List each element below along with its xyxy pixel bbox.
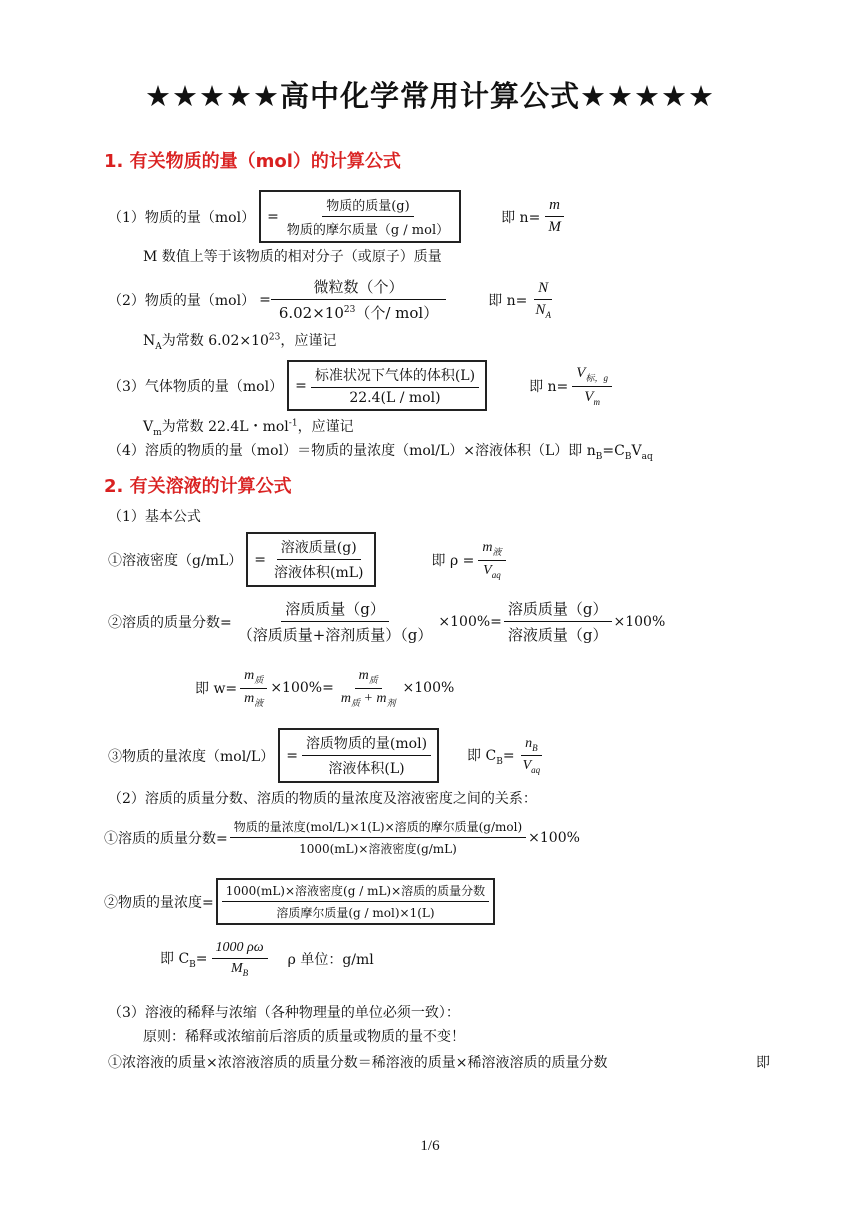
- equals-sign: =: [286, 747, 298, 764]
- formula-3-label: （3）气体物质的量（mol）: [108, 378, 284, 395]
- short-numerator: [355, 668, 382, 689]
- subheading-relations: （2）溶质的质量分数、溶质的物质的量浓度及溶液密度之间的关系：: [108, 791, 537, 807]
- mass-fraction-fraction-1: [234, 598, 437, 645]
- note-text: 为常数 22.4L・mol: [161, 419, 289, 435]
- short-denominator: M: [548, 219, 561, 235]
- subheading-basic: （1）基本公式: [108, 509, 201, 525]
- fraction-numerator: 溶质质量（g）: [504, 598, 612, 622]
- short-fraction-2: [337, 668, 400, 709]
- formula-2-numerator: 微粒数（个）: [271, 276, 446, 300]
- den-base: N: [535, 301, 546, 318]
- dilution-principle: 原则：稀释或浓缩前后溶质的质量或物质的量不变！: [143, 1029, 465, 1045]
- mass-fraction-fraction-2: [504, 598, 612, 645]
- den-sub: A: [545, 309, 551, 320]
- den-base: m: [244, 690, 255, 706]
- short-denominator: [240, 689, 267, 709]
- density-formula: [108, 532, 506, 587]
- short-numerator: N: [534, 280, 552, 300]
- times-100-percent: ×100%: [402, 680, 455, 697]
- relation-formula-1: [104, 818, 580, 857]
- note-text: V: [143, 419, 154, 435]
- label-text: =: [502, 747, 515, 764]
- molarity-label: ③物质的量浓度（mol/L）: [108, 748, 275, 765]
- den-sub: 质: [350, 697, 360, 708]
- formula-1-numerator: 物质的质量(g): [322, 195, 413, 217]
- formula-3-box: [287, 360, 487, 411]
- note-sup: -1: [288, 418, 298, 429]
- label-text: =: [195, 951, 208, 967]
- num-base: m: [482, 539, 493, 555]
- formula-3-denominator: 22.4(L / mol): [349, 390, 441, 406]
- formula-4-text: （4）溶质的物质的量（mol）＝物质的量浓度（mol/L）×溶液体积（L）即 n: [108, 443, 596, 459]
- relation-2-box: [216, 878, 495, 925]
- molarity-formula: [108, 728, 544, 783]
- den-base: 6.02×10: [278, 304, 344, 322]
- formula-2-label: （2）物质的量（mol）: [108, 292, 256, 309]
- fraction-numerator: 物质的量浓度(mol/L)×1(L)×溶质的摩尔质量(g/mol): [230, 818, 526, 838]
- formula-1-short-fraction: [544, 197, 565, 236]
- formula-1-label: （1）物质的量（mol）: [108, 209, 256, 226]
- section2-heading: 2. 有关溶液的计算公式: [104, 476, 292, 497]
- note-text: 为常数 6.02×10: [161, 333, 269, 349]
- label-text: 即 C: [160, 951, 190, 967]
- den-sub: B: [242, 967, 249, 978]
- formula-2-denominator: [275, 300, 442, 323]
- note-2: [143, 330, 336, 352]
- formula-4-sub: B: [624, 451, 632, 462]
- fraction-numerator: 1000(mL)×溶液密度(g / mL)×溶质的质量分数: [222, 882, 489, 902]
- times-100-percent: ×100%: [528, 829, 580, 846]
- den-base: V: [584, 388, 594, 405]
- equals-sign: =: [267, 208, 279, 225]
- times-100-percent: ×100%: [613, 613, 666, 630]
- num-base: m: [358, 668, 369, 683]
- mass-fraction-label: ②溶质的质量分数=: [108, 614, 232, 631]
- den-sup: 23: [343, 305, 356, 315]
- relation-1-label: ①溶质的质量分数=: [104, 830, 228, 847]
- plus-sign: +: [359, 690, 377, 706]
- note-text: ，应谨记: [297, 419, 354, 435]
- density-box: [246, 532, 375, 587]
- page-title: ★★★★★高中化学常用计算公式★★★★★: [145, 79, 715, 113]
- formula-4: [108, 440, 653, 462]
- den-base: m: [340, 690, 351, 706]
- num-base: n: [525, 736, 533, 752]
- note-text: ，应谨记: [280, 333, 337, 349]
- note-1: M 数值上等于该物质的相对分子（或原子）质量: [143, 249, 442, 265]
- short-denominator: [580, 387, 604, 407]
- fraction-numerator: 溶质质量（g）: [281, 598, 389, 622]
- den-base: M: [231, 961, 243, 976]
- num-sub: 液: [492, 546, 502, 557]
- formula-2-short-fraction: [531, 280, 555, 320]
- molarity-numerator: 溶质物质的量(mol): [302, 733, 431, 756]
- equals-sign: =: [295, 377, 307, 394]
- fraction-denominator: 溶液质量（g）: [507, 626, 608, 644]
- density-short-fraction: [478, 540, 505, 580]
- note-sub: m: [153, 427, 162, 438]
- label-sub: B: [189, 959, 196, 970]
- num-base: m: [244, 668, 255, 683]
- formula-2-short-label: 即 n=: [488, 292, 528, 309]
- density-label: ①溶液密度（g/mL）: [108, 552, 243, 569]
- formula-1: [108, 190, 565, 243]
- molarity-fraction: [302, 733, 431, 778]
- formula-4-sub: B: [595, 451, 603, 462]
- den-sub: aq: [531, 764, 541, 775]
- formula-4-text: =C: [602, 443, 625, 459]
- mass-fraction-formula: [108, 598, 665, 645]
- label-text: 即 C: [467, 747, 497, 764]
- molarity-short-label: [467, 745, 515, 767]
- short-numerator: [572, 365, 612, 387]
- formula-1-fraction: [283, 195, 453, 238]
- short-label: 即 w=: [195, 681, 238, 698]
- den-base: V: [522, 758, 532, 773]
- subheading-dilution: （3）溶液的稀释与浓缩（各种物理量的单位必须一致）：: [108, 1005, 460, 1021]
- short-denominator: [479, 561, 505, 580]
- num-base: V: [576, 364, 586, 381]
- density-denominator: 溶液体积(mL): [274, 565, 364, 581]
- formula-3-short-fraction: [572, 365, 612, 407]
- formula-4-text: V: [631, 443, 642, 459]
- relation-2-fraction: [222, 882, 489, 921]
- relation-1-fraction: [230, 818, 526, 857]
- dilution-rule-1-tail: 即: [756, 1055, 770, 1071]
- den-sub: 剂: [386, 697, 396, 708]
- times-100-percent: ×100%=: [438, 613, 502, 630]
- relation-formula-2-short: [160, 940, 374, 978]
- relation-2-label: ②物质的量浓度=: [104, 894, 214, 911]
- section1-heading: 1. 有关物质的量（mol）的计算公式: [104, 151, 401, 172]
- page-number: 1/6: [420, 1138, 440, 1154]
- density-unit-note: ρ 单位：g/ml: [287, 951, 374, 968]
- num-sub: 质: [254, 674, 264, 685]
- formula-4-sub: aq: [641, 451, 653, 462]
- formula-1-short-label: 即 n=: [501, 209, 541, 226]
- times-100-percent: ×100%=: [270, 680, 334, 697]
- fraction-denominator: （溶质质量+溶剂质量）（g）: [237, 626, 433, 644]
- short-numerator: [240, 668, 267, 689]
- den-sub: 液: [254, 697, 264, 708]
- molarity-short-fraction: [519, 736, 545, 775]
- note-sup: 23: [268, 332, 281, 343]
- equals-sign: =: [254, 551, 266, 568]
- relation-formula-2: [104, 878, 495, 925]
- short-numerator: 1000 ρω: [212, 940, 268, 959]
- short-fraction: [212, 940, 268, 978]
- short-numerator: [521, 736, 542, 756]
- short-denominator: [531, 300, 555, 320]
- density-short-label: 即 ρ =: [431, 552, 475, 569]
- dilution-rule-1: ①浓溶液的质量×浓溶液溶质的质量分数＝稀溶液的质量×稀溶液溶质的质量分数: [108, 1055, 608, 1071]
- label-sub: B: [496, 756, 503, 767]
- short-numerator: m: [545, 197, 564, 217]
- equals-sign: =: [259, 291, 271, 308]
- short-denominator: [227, 959, 252, 978]
- den-sub: aq: [491, 569, 501, 580]
- short-denominator: [519, 756, 545, 775]
- formula-3-numerator: 标准状况下气体的体积(L): [311, 365, 479, 388]
- note-3: [143, 416, 354, 438]
- note-text: N: [143, 333, 156, 349]
- short-label: [160, 948, 208, 970]
- fraction-denominator: 1000(mL)×溶液密度(g/mL): [299, 842, 457, 856]
- num-sub: 质: [368, 674, 378, 685]
- den-base: m: [376, 690, 387, 706]
- num-sub: 标，g: [585, 372, 608, 383]
- formula-1-denominator: 物质的摩尔质量（g / mol）: [286, 223, 450, 238]
- formula-2-fraction: [275, 276, 442, 323]
- formula-3: [108, 360, 612, 411]
- den-sub: m: [593, 396, 600, 407]
- den-tail: （个/ mol）: [355, 304, 439, 322]
- short-denominator: [337, 689, 400, 709]
- molarity-denominator: 溶液体积(L): [328, 761, 405, 777]
- short-numerator: [478, 540, 505, 561]
- density-fraction: [270, 537, 368, 582]
- formula-1-box: [259, 190, 461, 243]
- formula-2: [108, 276, 555, 323]
- fraction-denominator: 溶质摩尔质量(g / mol)×1(L): [276, 906, 435, 920]
- den-base: V: [483, 562, 492, 578]
- formula-3-fraction: [311, 365, 479, 406]
- mass-fraction-short: [195, 668, 454, 709]
- density-numerator: 溶液质量(g): [277, 537, 361, 560]
- molarity-box: [278, 728, 439, 783]
- note-sub: A: [155, 341, 162, 352]
- short-fraction-1: [240, 668, 267, 709]
- num-sub: B: [532, 743, 538, 753]
- formula-3-short-label: 即 n=: [529, 378, 569, 395]
